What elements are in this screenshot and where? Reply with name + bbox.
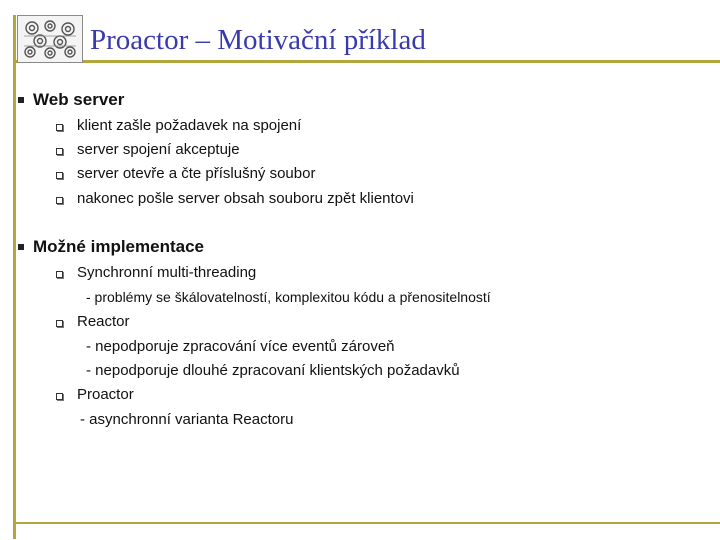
list-item: klient zašle požadavek na spojení: [77, 117, 302, 134]
list-item-note: - nepodporuje dlouhé zpracovaní klientských požadavků: [86, 362, 460, 379]
list-item: Reactor: [77, 313, 130, 330]
bullet-box-icon: [56, 320, 63, 327]
list-item: nakonec pošle server obsah souboru zpět klientovi: [77, 190, 414, 207]
bullet-box-icon: [56, 148, 63, 155]
list-item: server otevře a čte příslušný soubor: [77, 165, 316, 182]
list-item: Proactor: [77, 386, 134, 403]
list-item-note: - problémy se škálovatelností, komplexitou kódu a přenositelností: [86, 289, 491, 305]
left-border-rule: [13, 15, 16, 539]
bullet-box-icon: [56, 197, 63, 204]
title-underline-rule: [13, 60, 720, 63]
bullet-box-icon: [56, 271, 63, 278]
section-heading: Možné implementace: [33, 237, 204, 256]
section-heading: Web server: [33, 90, 125, 109]
slide-title: Proactor – Motivační příklad: [90, 24, 426, 56]
bullet-square-icon: [18, 244, 24, 250]
list-item-note: - asynchronní varianta Reactoru: [80, 411, 294, 428]
bullet-box-icon: [56, 393, 63, 400]
list-item: server spojení akceptuje: [77, 141, 240, 158]
list-item: Synchronní multi-threading: [77, 264, 257, 281]
gears-logo-icon: [17, 15, 83, 63]
list-item-note: - nepodporuje zpracování více eventů zároveň: [86, 338, 395, 355]
bullet-box-icon: [56, 172, 63, 179]
bottom-border-rule: [13, 522, 720, 524]
bullet-box-icon: [56, 124, 63, 131]
bullet-square-icon: [18, 97, 24, 103]
